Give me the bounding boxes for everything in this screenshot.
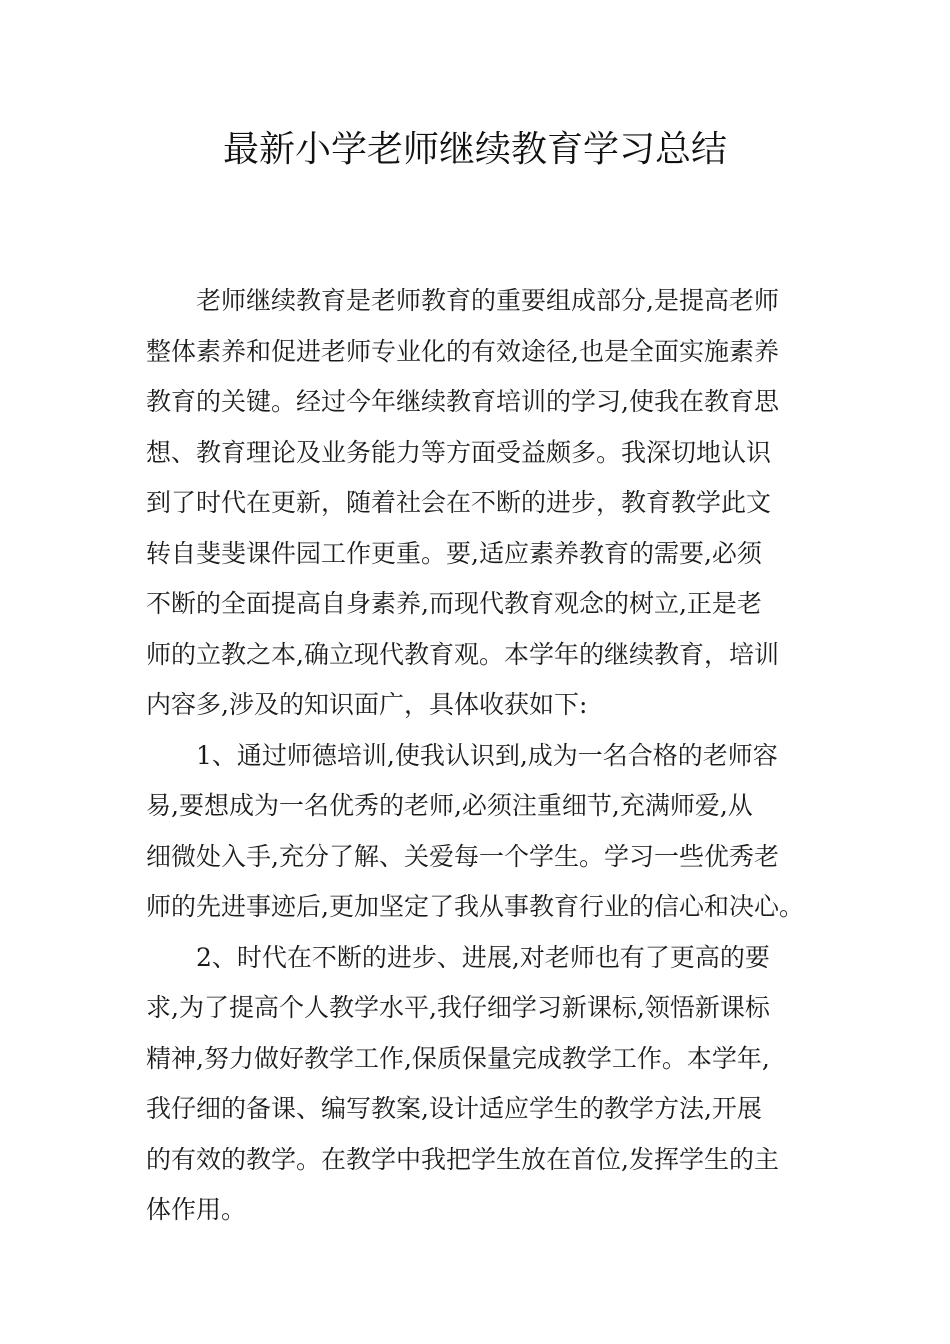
paragraph-item-1 — [146, 731, 806, 933]
text-line: 的有效的教学。在教学中我把学生放在首位,发挥学生的主 — [146, 1144, 779, 1174]
text-line: 内容多,涉及的知识面广，具体收获如下: — [146, 690, 588, 719]
text-line: 1、通过师德培训,使我认识到,成为一名合格的老师容 — [196, 740, 778, 770]
text-line: 2、时代在不断的进步、进展,对老师也有了更高的要 — [196, 942, 770, 972]
text-line: 想、教育理论及业务能力等方面受益颇多。我深切地认识 — [146, 437, 772, 467]
text-line: 老师继续教育是老师教育的重要组成部分,是提高老师 — [196, 286, 779, 315]
document-body — [146, 276, 806, 1236]
text-line: 体作用。 — [146, 1195, 247, 1224]
text-line: 师的先进事迹后,更加坚定了我从事教育行业的信心和决心。 — [146, 892, 804, 921]
text-line: 转自斐斐课件园工作更重。要,适应素养教育的需要,必须 — [146, 538, 762, 568]
text-line: 不断的全面提高自身素养,而现代教育观念的树立,正是老 — [146, 589, 762, 618]
text-line: 教育的关键。经过今年继续教育培训的学习,使我在教育思 — [146, 387, 779, 416]
text-line: 精神,努力做好教学工作,保质保量完成教学工作。本学年, — [146, 1043, 770, 1073]
text-line: 师的立教之本,确立现代教育观。本学年的继续教育，培训 — [146, 639, 779, 669]
paragraph-intro — [146, 276, 806, 731]
text-line: 细微处入手,充分了解、关爱每一个学生。学习一些优秀老 — [146, 841, 779, 871]
paragraph-item-2 — [146, 933, 806, 1236]
text-line: 易,要想成为一名优秀的老师,必须注重细节,充满师爱,从 — [146, 791, 753, 820]
text-line: 我仔细的备课、编写教案,设计适应学生的教学方法,开展 — [146, 1094, 762, 1123]
document-title: 最新小学老师继续教育学习总结 — [222, 129, 727, 170]
text-line: 整体素养和促进老师专业化的有效途径,也是全面实施素养 — [146, 336, 779, 366]
text-line: 求,为了提高个人教学水平,我仔细学习新课标,领悟新课标 — [146, 993, 770, 1022]
text-line: 到了时代在更新，随着社会在不断的进步，教育教学此文 — [146, 488, 772, 517]
